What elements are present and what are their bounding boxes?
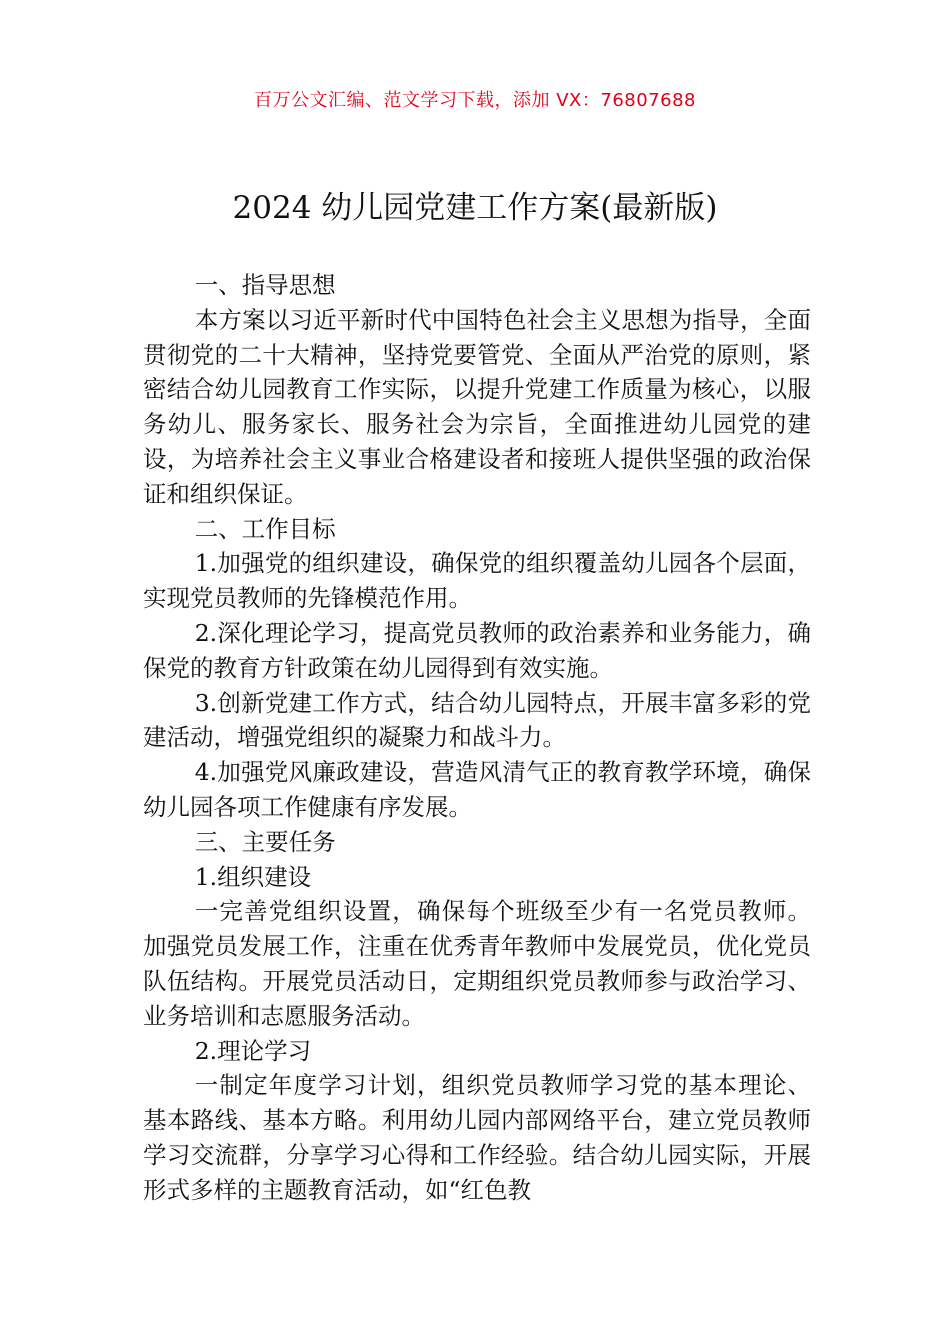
section-heading: 二、工作目标: [194, 514, 336, 543]
paragraph: 4.加强党风廉政建设，营造风清气正的教育教学环境，确保幼儿园各项工作健康有序发展。: [143, 758, 811, 821]
paragraph: 1.加强党的组织建设，确保党的组织覆盖幼儿园各个层面，实现党员教师的先锋模范作用。: [143, 549, 811, 613]
paragraph: 本方案以习近平新时代中国特色社会主义思想为指导，全面贯彻党的二十大精神，坚持党要管党、全面从严治党的原则，紧密结合幼儿园教育工作实际，以提升党建工作质量为核心，以服务幼儿、服务家长、服务社会为宗旨，全面推进幼儿园党的建设，为培养社会主义事业合格建设者和接班人提供坚强的政治保证和组织保证。: [143, 305, 811, 508]
section-heading: 一、指导思想: [194, 271, 336, 299]
document-title: 2024 幼儿园党建工作方案(最新版): [232, 190, 718, 226]
watermark-text: 百万公文汇编、范文学习下载，添加 VX：76807688: [254, 90, 696, 111]
paragraph: 一制定年度学习计划，组织党员教师学习党的基本理论、 基本路线、基本方略。利用幼儿园内部网络平台，建立党员教师学习交流群，分享学习心得和工作经验。结合幼儿园实际，开展形式多样的主题教育活动，如“红色教: [143, 1071, 811, 1204]
subsection-heading: 1.组织建设: [194, 862, 312, 891]
paragraph: 2.深化理论学习，提高党员教师的政治素养和业务能力，确保党的教育方针政策在幼儿园得到有效实施。: [143, 618, 811, 682]
subsection-heading: 2.理论学习: [194, 1036, 312, 1065]
paragraph: 3.创新党建工作方式，结合幼儿园特点，开展丰富多彩的党建活动，增强党组织的凝聚力和战斗力。: [143, 688, 811, 752]
document-body: [143, 268, 811, 1208]
section-heading: 三、主要任务: [194, 827, 336, 856]
paragraph: 一完善党组织设置，确保每个班级至少有一名党员教师。 加强党员发展工作，注重在优秀青年教师中发展党员，优化党员队伍结构。开展党员活动日，定期组织党员教师参与政治学习、业务培训和志愿服务活动。: [143, 897, 811, 1030]
